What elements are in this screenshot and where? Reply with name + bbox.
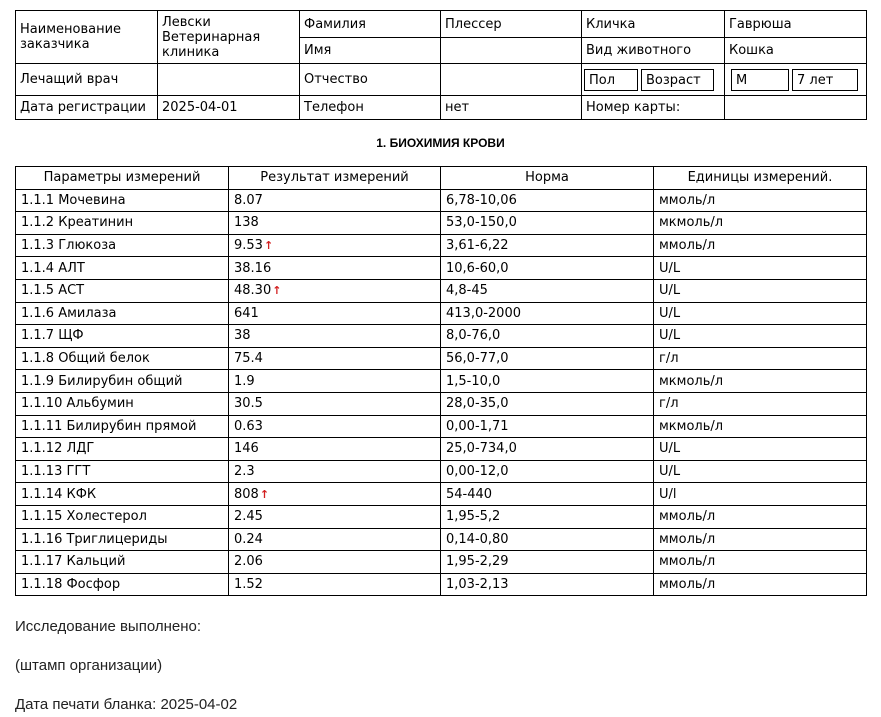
column-header: Параметры измерений (16, 167, 229, 190)
norm-text: 6,78-10,06 (446, 192, 517, 208)
result-text: 0.63 (234, 418, 263, 434)
result-cell (229, 505, 441, 528)
result-cell (229, 257, 441, 280)
param-cell (16, 302, 229, 325)
result-text: 38.16 (234, 260, 272, 276)
column-header: Результат измерений (229, 167, 441, 190)
result-cell (229, 551, 441, 574)
unit-cell (654, 483, 867, 506)
norm-text: 10,6-60,0 (446, 260, 509, 276)
print-date: Дата печати бланка: 2025-04-02 (15, 696, 238, 713)
param-text: 1.1.16 Триглицериды (21, 531, 168, 547)
age-value: 7 лет (792, 69, 858, 91)
norm-text: 0,14-0,80 (446, 531, 509, 547)
unit-text: U/l (659, 486, 677, 502)
param-cell (16, 460, 229, 483)
unit-cell (654, 370, 867, 393)
unit-cell (654, 279, 867, 302)
result-text: 9.53 (234, 238, 263, 254)
result-cell (229, 234, 441, 257)
patient-info-table (15, 10, 867, 120)
norm-cell (441, 460, 654, 483)
norm-cell (441, 347, 654, 370)
result-cell (229, 460, 441, 483)
table-row (16, 573, 867, 596)
doctor-label: Лечащий врач (16, 64, 158, 96)
norm-text: 0,00-1,71 (446, 418, 509, 434)
result-cell (229, 370, 441, 393)
stamp-placeholder: (штамп организации) (15, 657, 163, 674)
age-label: Возраст (641, 69, 714, 91)
norm-cell (441, 302, 654, 325)
unit-text: ммоль/л (659, 576, 716, 592)
unit-cell (654, 551, 867, 574)
result-text: 48.30 (234, 283, 272, 299)
surname-label: Фамилия (300, 11, 441, 38)
unit-text: мкмоль/л (659, 418, 724, 434)
section-title: 1. БИОХИМИЯ КРОВИ (376, 136, 505, 150)
unit-text: мкмоль/л (659, 215, 724, 231)
param-text: 1.1.2 Креатинин (21, 215, 134, 231)
surname-value: Плессер (441, 11, 582, 38)
param-text: 1.1.13 ГГТ (21, 464, 91, 480)
customer-value: Левски Ветеринарная клиника (158, 11, 300, 64)
column-header: Норма (441, 167, 654, 190)
result-text: 2.3 (234, 464, 255, 480)
param-cell (16, 257, 229, 280)
result-text: 1.9 (234, 373, 255, 389)
param-cell (16, 483, 229, 506)
result-cell (229, 438, 441, 461)
param-cell (16, 415, 229, 438)
param-cell (16, 279, 229, 302)
norm-text: 8,0-76,0 (446, 328, 501, 344)
unit-cell (654, 438, 867, 461)
result-text: 2.45 (234, 509, 263, 525)
table-row (16, 212, 867, 235)
table-row (16, 189, 867, 212)
param-cell (16, 189, 229, 212)
norm-text: 3,61-6,22 (446, 238, 509, 254)
result-cell (229, 189, 441, 212)
result-cell (229, 302, 441, 325)
param-cell (16, 438, 229, 461)
unit-text: ммоль/л (659, 238, 716, 254)
species-value: Кошка (725, 38, 867, 64)
unit-text: U/L (659, 260, 681, 276)
table-row (16, 325, 867, 348)
table-row (16, 302, 867, 325)
sex-age-labels (582, 64, 725, 96)
result-cell (229, 483, 441, 506)
result-text: 1.52 (234, 576, 263, 592)
doctor-value (158, 64, 300, 96)
param-cell (16, 551, 229, 574)
param-text: 1.1.11 Билирубин прямой (21, 418, 197, 434)
unit-text: ммоль/л (659, 554, 716, 570)
card-value (725, 96, 867, 120)
high-value-arrow-icon: ↑ (259, 487, 270, 501)
result-text: 146 (234, 441, 259, 457)
biochemistry-results-table (15, 166, 867, 596)
result-text: 138 (234, 215, 259, 231)
param-text: 1.1.17 Кальций (21, 554, 126, 570)
card-label: Номер карты: (582, 96, 725, 120)
patronymic-label: Отчество (300, 64, 441, 96)
result-text: 2.06 (234, 554, 263, 570)
param-cell (16, 392, 229, 415)
result-text: 30.5 (234, 396, 263, 412)
param-cell (16, 212, 229, 235)
unit-text: U/L (659, 464, 681, 480)
norm-text: 413,0-2000 (446, 305, 521, 321)
norm-text: 25,0-734,0 (446, 441, 517, 457)
unit-cell (654, 528, 867, 551)
result-cell (229, 212, 441, 235)
result-cell (229, 528, 441, 551)
result-text: 0.24 (234, 531, 263, 547)
unit-text: г/л (659, 396, 679, 412)
table-row (16, 505, 867, 528)
result-cell (229, 347, 441, 370)
patronymic-value (441, 64, 582, 96)
param-text: 1.1.12 ЛДГ (21, 441, 95, 457)
param-cell (16, 370, 229, 393)
study-completed-text: Исследование выполнено: (15, 618, 202, 635)
norm-cell (441, 483, 654, 506)
param-text: 1.1.18 Фосфор (21, 576, 121, 592)
table-row (16, 234, 867, 257)
result-text: 641 (234, 305, 259, 321)
norm-text: 54-440 (446, 486, 493, 502)
norm-cell (441, 325, 654, 348)
table-row (16, 438, 867, 461)
unit-cell (654, 460, 867, 483)
table-row (16, 415, 867, 438)
norm-cell (441, 370, 654, 393)
result-text: 8.07 (234, 192, 263, 208)
norm-cell (441, 234, 654, 257)
unit-text: U/L (659, 441, 681, 457)
reg-date-value: 2025-04-01 (158, 96, 300, 120)
result-cell (229, 325, 441, 348)
result-text: 38 (234, 328, 251, 344)
param-text: 1.1.5 АСТ (21, 283, 85, 299)
table-row (16, 257, 867, 280)
unit-cell (654, 415, 867, 438)
sex-label: Пол (584, 69, 638, 91)
pet-name-value: Гаврюша (725, 11, 867, 38)
table-row (16, 392, 867, 415)
result-cell (229, 392, 441, 415)
norm-cell (441, 505, 654, 528)
norm-cell (441, 392, 654, 415)
phone-value: нет (441, 96, 582, 120)
norm-cell (441, 189, 654, 212)
unit-cell (654, 392, 867, 415)
param-text: 1.1.7 ЩФ (21, 328, 84, 344)
result-cell (229, 573, 441, 596)
unit-text: ммоль/л (659, 509, 716, 525)
param-text: 1.1.9 Билирубин общий (21, 373, 183, 389)
result-text: 75.4 (234, 351, 263, 367)
param-cell (16, 528, 229, 551)
param-text: 1.1.15 Холестерол (21, 509, 147, 525)
param-cell (16, 505, 229, 528)
unit-text: мкмоль/л (659, 373, 724, 389)
unit-cell (654, 573, 867, 596)
param-text: 1.1.14 КФК (21, 486, 97, 502)
column-header: Единицы измерений. (654, 167, 867, 190)
name-label: Имя (300, 38, 441, 64)
param-cell (16, 234, 229, 257)
param-text: 1.1.1 Мочевина (21, 192, 126, 208)
unit-cell (654, 212, 867, 235)
table-row (16, 460, 867, 483)
unit-cell (654, 505, 867, 528)
param-cell (16, 573, 229, 596)
param-text: 1.1.10 Альбумин (21, 396, 134, 412)
unit-cell (654, 347, 867, 370)
table-header-row (16, 167, 867, 190)
param-text: 1.1.6 Амилаза (21, 305, 117, 321)
name-value (441, 38, 582, 64)
unit-text: U/L (659, 305, 681, 321)
customer-label: Наименование заказчика (16, 11, 158, 64)
norm-cell (441, 257, 654, 280)
norm-cell (441, 438, 654, 461)
norm-text: 0,00-12,0 (446, 464, 509, 480)
high-value-arrow-icon: ↑ (272, 284, 282, 298)
unit-text: ммоль/л (659, 192, 716, 208)
norm-cell (441, 279, 654, 302)
norm-cell (441, 528, 654, 551)
norm-text: 28,0-35,0 (446, 396, 509, 412)
norm-text: 4,8-45 (446, 283, 488, 299)
unit-cell (654, 189, 867, 212)
norm-text: 1,95-5,2 (446, 509, 501, 525)
param-cell (16, 325, 229, 348)
table-row (16, 483, 867, 506)
unit-text: г/л (659, 351, 679, 367)
table-row (16, 279, 867, 302)
param-text: 1.1.8 Общий белок (21, 351, 150, 367)
unit-cell (654, 302, 867, 325)
norm-cell (441, 573, 654, 596)
norm-cell (441, 551, 654, 574)
norm-text: 56,0-77,0 (446, 351, 509, 367)
norm-text: 53,0-150,0 (446, 215, 517, 231)
unit-text: U/L (659, 283, 681, 299)
param-text: 1.1.4 АЛТ (21, 260, 85, 276)
phone-label: Телефон (300, 96, 441, 120)
norm-text: 1,5-10,0 (446, 373, 501, 389)
result-text: 808 (234, 486, 259, 502)
unit-text: ммоль/л (659, 531, 716, 547)
norm-text: 1,95-2,29 (446, 554, 509, 570)
species-label: Вид животного (582, 38, 725, 64)
unit-cell (654, 257, 867, 280)
param-cell (16, 347, 229, 370)
norm-cell (441, 212, 654, 235)
pet-name-label: Кличка (582, 11, 725, 38)
high-value-arrow-icon: ↑ (263, 239, 274, 253)
norm-text: 1,03-2,13 (446, 576, 509, 592)
param-text: 1.1.3 Глюкоза (21, 238, 117, 254)
result-cell (229, 279, 441, 302)
reg-date-label: Дата регистрации (16, 96, 158, 120)
table-row (16, 551, 867, 574)
table-row (16, 347, 867, 370)
table-row (16, 370, 867, 393)
sex-value: М (731, 69, 789, 91)
norm-cell (441, 415, 654, 438)
table-row (16, 528, 867, 551)
unit-cell (654, 325, 867, 348)
unit-cell (654, 234, 867, 257)
sex-age-values (725, 64, 867, 96)
unit-text: U/L (659, 328, 681, 344)
result-cell (229, 415, 441, 438)
